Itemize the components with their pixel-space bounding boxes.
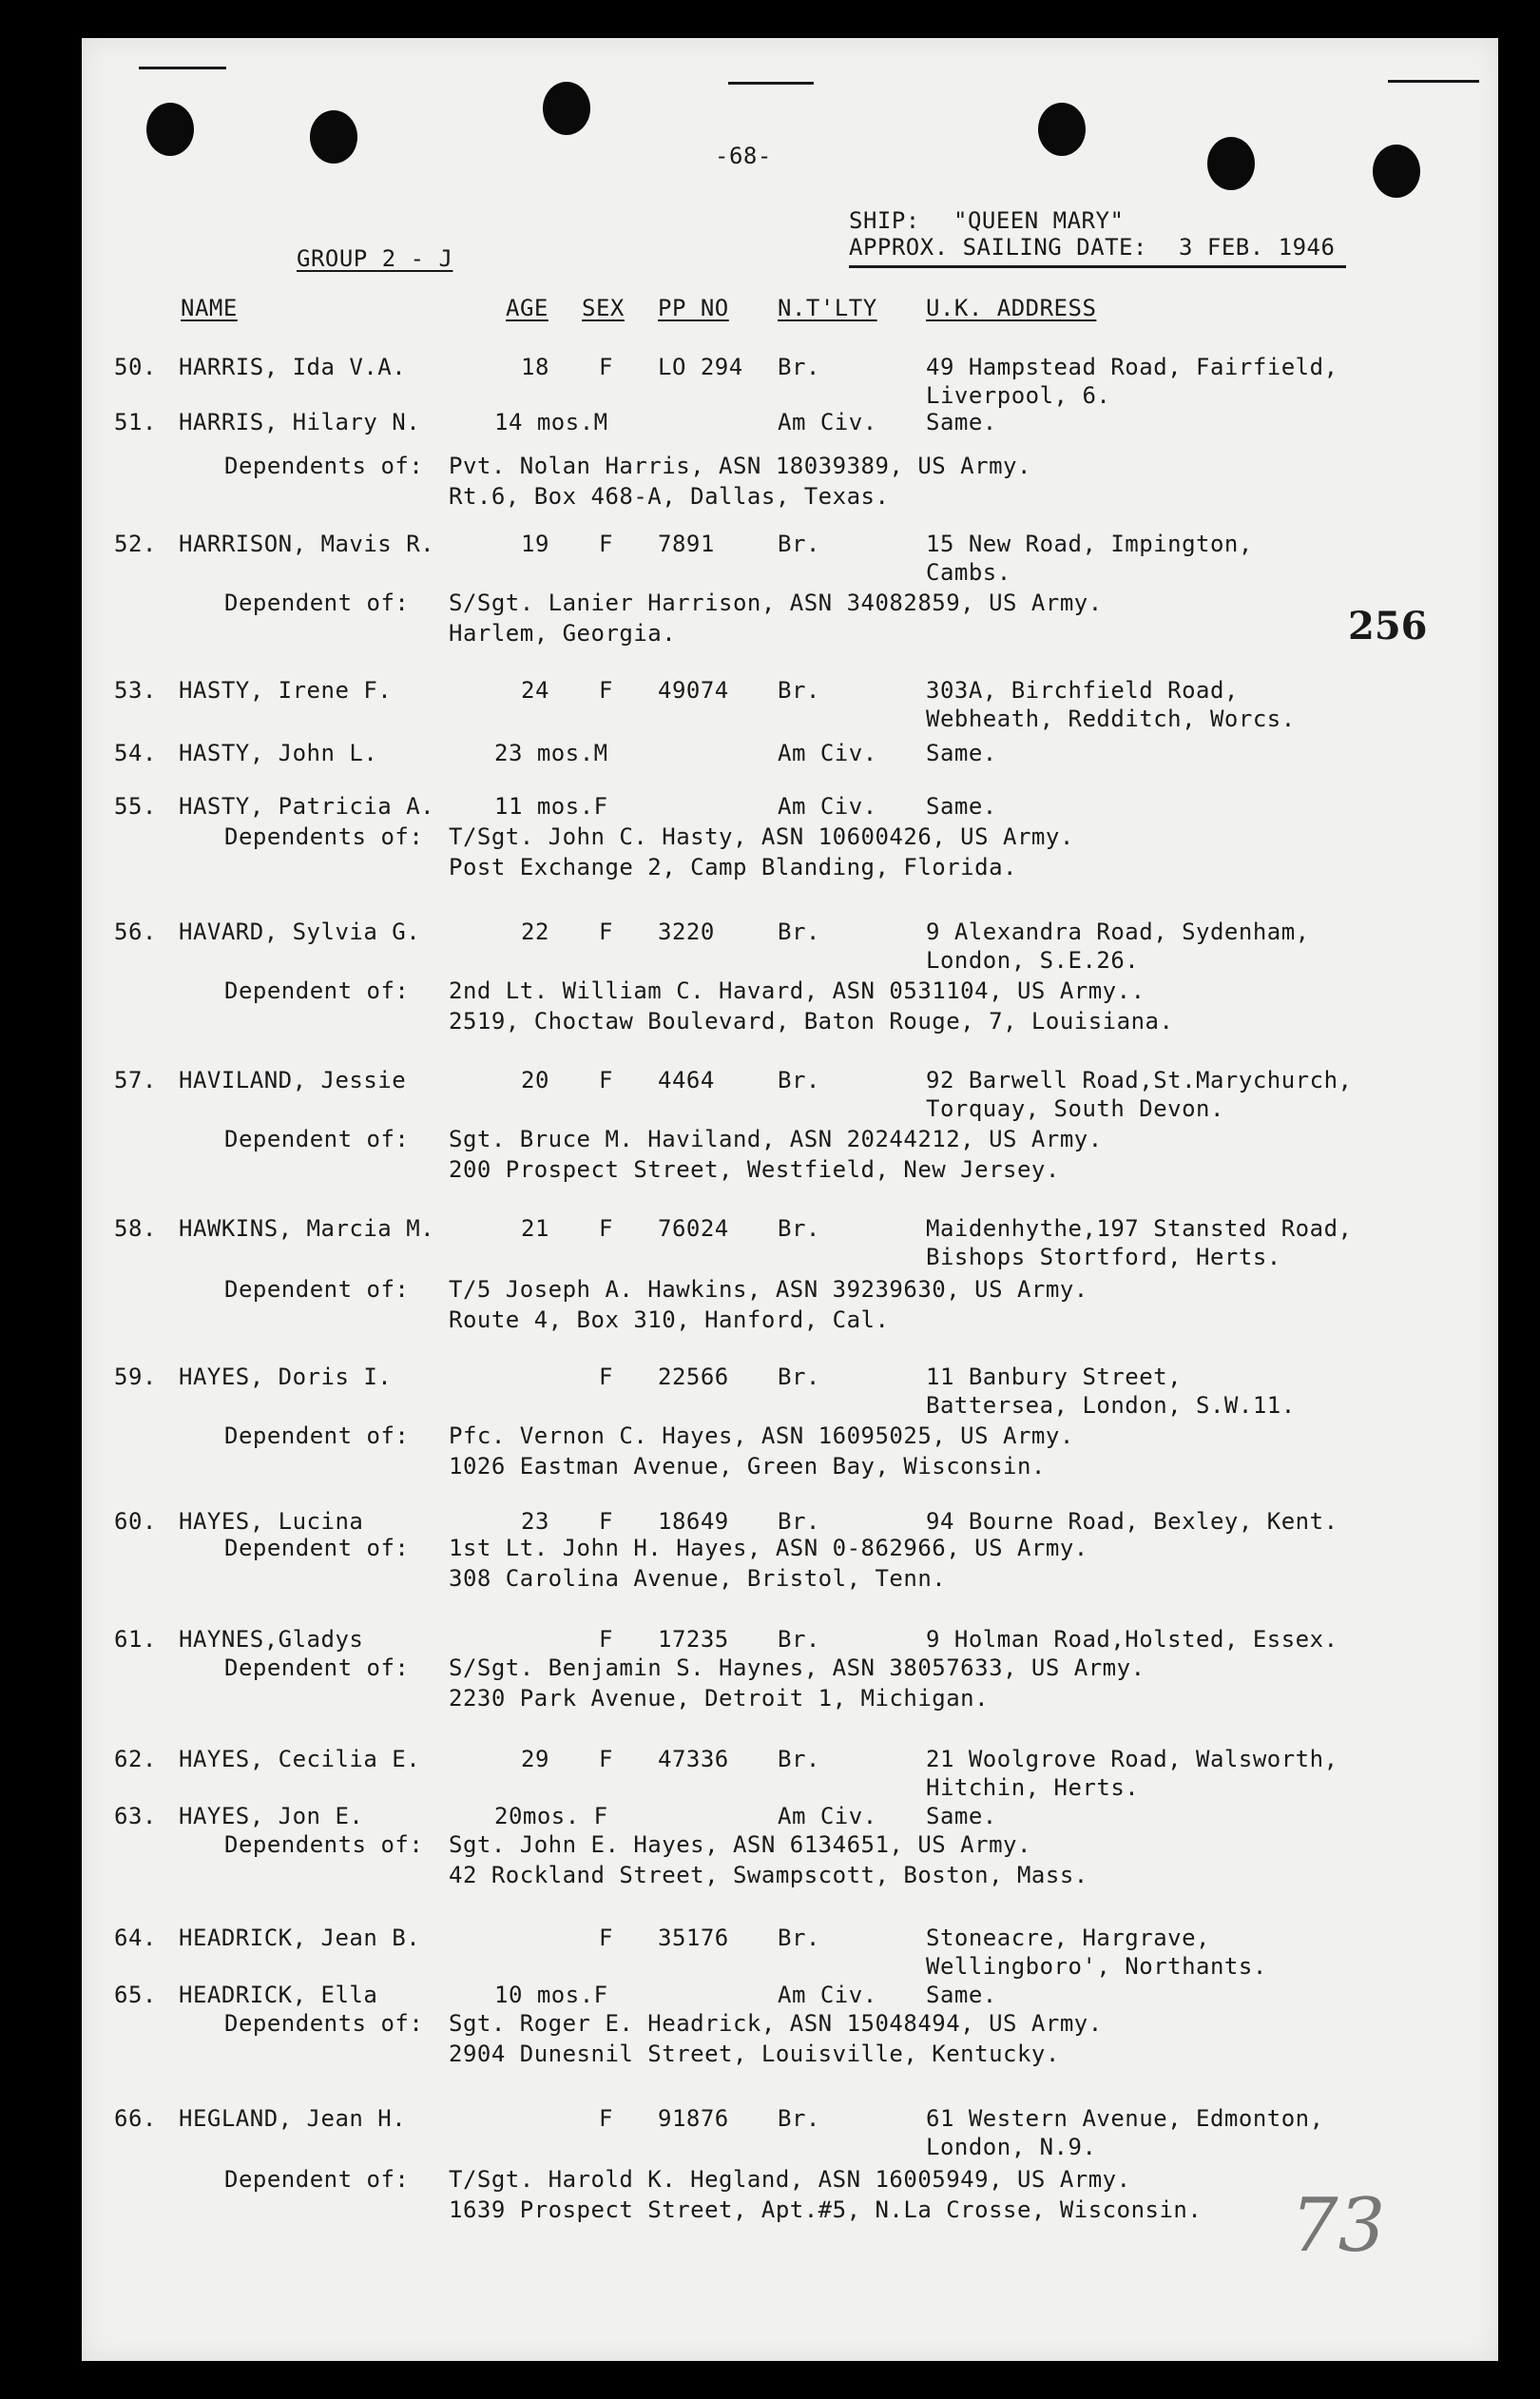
passenger-age: 19 [521, 531, 549, 557]
nationality: Br. [778, 1746, 820, 1772]
sponsor-address-line: Route 4, Box 310, Hanford, Cal. [449, 1306, 890, 1333]
dependent-label: Dependents of: [224, 453, 424, 479]
passenger-sex: F [599, 1626, 613, 1653]
col-name: NAME [181, 295, 238, 321]
nationality: Br. [778, 1215, 820, 1242]
col-uk-address: U.K. ADDRESS [926, 295, 1097, 321]
uk-address-line1: 9 Alexandra Road, Sydenham, [926, 919, 1310, 945]
sailing-date-label: APPROX. SAILING DATE: [849, 234, 1147, 261]
dependent-label: Dependents of: [224, 823, 424, 850]
uk-address-line2: Battersea, London, S.W.11. [926, 1392, 1296, 1419]
sponsor-address-line: 2519, Choctaw Boulevard, Baton Rouge, 7, Louisiana. [449, 1008, 1174, 1035]
passenger-name: HAWKINS, Marcia M. [179, 1215, 435, 1242]
dependent-label: Dependent of: [224, 1126, 410, 1152]
passport-number: 17235 [658, 1626, 729, 1653]
entry-number: 56. [114, 919, 157, 945]
uk-address-line1: Same. [926, 740, 997, 766]
passenger-name: HASTY, Irene F. [179, 677, 393, 704]
nationality: Br. [778, 1508, 820, 1535]
sponsor-line: T/Sgt. Harold K. Hegland, ASN 16005949, US Army. [449, 2166, 1131, 2193]
passenger-name: HAYES, Cecilia E. [179, 1746, 421, 1772]
uk-address-line2: Webheath, Redditch, Worcs. [926, 706, 1296, 732]
entry-number: 52. [114, 531, 157, 557]
passenger-name: HEADRICK, Jean B. [179, 1925, 421, 1951]
stamp-number: 256 [1348, 604, 1428, 648]
nationality: Am Civ. [778, 1982, 877, 2008]
col-sex: SEX [582, 295, 625, 321]
entry-number: 50. [114, 354, 157, 380]
passport-number: 91876 [658, 2105, 729, 2132]
sponsor-address-line: 1639 Prospect Street, Apt.#5, N.La Crosse, Wisconsin. [449, 2196, 1203, 2223]
punch-hole [1373, 145, 1420, 198]
passenger-sex: F [599, 1508, 613, 1535]
staple-mark [728, 82, 814, 85]
sponsor-line: Sgt. John E. Hayes, ASN 6134651, US Army. [449, 1831, 1031, 1858]
sponsor-address-line: 2904 Dunesnil Street, Louisville, Kentucky. [449, 2041, 1060, 2067]
uk-address-line1: Stoneacre, Hargrave, [926, 1925, 1210, 1951]
header-rule [849, 265, 1346, 268]
sponsor-line: T/Sgt. John C. Hasty, ASN 10600426, US Army. [449, 823, 1074, 850]
entry-number: 58. [114, 1215, 157, 1242]
passenger-age: 22 [521, 919, 549, 945]
punch-hole [146, 103, 194, 156]
sponsor-line: Pvt. Nolan Harris, ASN 18039389, US Army. [449, 453, 1031, 479]
uk-address-line1: 49 Hampstead Road, Fairfield, [926, 354, 1338, 380]
passport-number: 7891 [658, 531, 715, 557]
entry-number: 53. [114, 677, 157, 704]
uk-address-line1: Same. [926, 1982, 997, 2008]
entry-number: 54. [114, 740, 157, 766]
uk-address-line1: Maidenhythe,197 Stansted Road, [926, 1215, 1353, 1242]
passenger-name: HEGLAND, Jean H. [179, 2105, 407, 2132]
dependent-label: Dependent of: [224, 1535, 410, 1561]
sponsor-address-line: 42 Rockland Street, Swampscott, Boston, Mass. [449, 1862, 1088, 1888]
uk-address-line1: 11 Banbury Street, [926, 1364, 1183, 1390]
passenger-age: 23 [521, 1508, 549, 1535]
passport-number: 76024 [658, 1215, 729, 1242]
passport-number: 3220 [658, 919, 715, 945]
passenger-name: HAYES, Lucina [179, 1508, 364, 1535]
nationality: Am Civ. [778, 793, 877, 820]
sponsor-line: Sgt. Bruce M. Haviland, ASN 20244212, US Army. [449, 1126, 1103, 1152]
passenger-name: HAYES, Doris I. [179, 1364, 393, 1390]
passenger-sex: F [599, 1925, 613, 1951]
dependent-label: Dependents of: [224, 1831, 424, 1858]
uk-address-line1: 61 Western Avenue, Edmonton, [926, 2105, 1324, 2132]
uk-address-line1: 9 Holman Road,Holsted, Essex. [926, 1626, 1338, 1653]
nationality: Br. [778, 354, 820, 380]
nationality: Am Civ. [778, 1803, 877, 1829]
nationality: Br. [778, 677, 820, 704]
entry-number: 51. [114, 409, 157, 435]
nationality: Br. [778, 1067, 820, 1093]
nationality: Br. [778, 1626, 820, 1653]
passenger-age: 14 mos.M [494, 409, 608, 435]
passenger-name: HARRISON, Mavis R. [179, 531, 435, 557]
passenger-sex: F [599, 1215, 613, 1242]
entry-number: 57. [114, 1067, 157, 1093]
passenger-age: 20mos. F [494, 1803, 608, 1829]
nationality: Br. [778, 919, 820, 945]
page-number: -68- [715, 143, 772, 169]
nationality: Br. [778, 1925, 820, 1951]
col-age: AGE [506, 295, 549, 321]
passenger-age: 11 mos.F [494, 793, 608, 820]
uk-address-line2: Wellingboro', Northants. [926, 1953, 1267, 1980]
passenger-name: HARRIS, Ida V.A. [179, 354, 407, 380]
passenger-sex: F [599, 2105, 613, 2132]
passenger-name: HAYES, Jon E. [179, 1803, 364, 1829]
dependent-label: Dependent of: [224, 1276, 410, 1303]
sponsor-address-line: 200 Prospect Street, Westfield, New Jersey. [449, 1156, 1060, 1183]
nationality: Br. [778, 531, 820, 557]
passport-number: LO 294 [658, 354, 743, 380]
sponsor-address-line: Post Exchange 2, Camp Blanding, Florida. [449, 854, 1017, 880]
passenger-age: 24 [521, 677, 549, 704]
passport-number: 35176 [658, 1925, 729, 1951]
dependent-label: Dependent of: [224, 590, 410, 616]
punch-hole [1038, 103, 1086, 156]
sponsor-address-line: Harlem, Georgia. [449, 620, 677, 647]
uk-address-line2: London, N.9. [926, 2134, 1097, 2160]
sponsor-address-line: 1026 Eastman Avenue, Green Bay, Wisconsin. [449, 1453, 1046, 1480]
passport-number: 49074 [658, 677, 729, 704]
passenger-name: HAVARD, Sylvia G. [179, 919, 421, 945]
sponsor-address-line: Rt.6, Box 468-A, Dallas, Texas. [449, 483, 890, 510]
sponsor-line: Pfc. Vernon C. Hayes, ASN 16095025, US Army. [449, 1422, 1074, 1449]
passport-number: 18649 [658, 1508, 729, 1535]
passenger-sex: F [599, 677, 613, 704]
ship-name: "QUEEN MARY" [953, 207, 1125, 234]
sailing-date: 3 FEB. 1946 [1179, 234, 1336, 261]
uk-address-line2: Hitchin, Herts. [926, 1774, 1140, 1801]
uk-address-line1: 15 New Road, Impington, [926, 531, 1253, 557]
passenger-sex: F [599, 919, 613, 945]
entry-number: 66. [114, 2105, 157, 2132]
passenger-sex: F [599, 354, 613, 380]
uk-address-line1: Same. [926, 1803, 997, 1829]
sponsor-line: 1st Lt. John H. Hayes, ASN 0-862966, US Army. [449, 1535, 1088, 1561]
col-nationality: N.T'LTY [778, 295, 877, 321]
uk-address-line1: 21 Woolgrove Road, Walsworth, [926, 1746, 1338, 1772]
entry-number: 63. [114, 1803, 157, 1829]
group-label: GROUP 2 - J [297, 245, 453, 272]
col-pp-no: PP NO [658, 295, 729, 321]
sponsor-line: Sgt. Roger E. Headrick, ASN 15048494, US Army. [449, 2010, 1103, 2037]
handwritten-number: 73 [1291, 2183, 1386, 2269]
passenger-name: HEADRICK, Ella [179, 1982, 378, 2008]
passenger-age: 20 [521, 1067, 549, 1093]
passenger-name: HASTY, Patricia A. [179, 793, 435, 820]
dependent-label: Dependents of: [224, 2010, 424, 2037]
uk-address-line1: 92 Barwell Road,St.Marychurch, [926, 1067, 1353, 1093]
passenger-sex: F [599, 531, 613, 557]
passenger-name: HARRIS, Hilary N. [179, 409, 421, 435]
passenger-name: HASTY, John L. [179, 740, 378, 766]
dependent-label: Dependent of: [224, 2166, 410, 2193]
passport-number: 4464 [658, 1067, 715, 1093]
punch-hole [543, 82, 590, 135]
passenger-age: 21 [521, 1215, 549, 1242]
uk-address-line1: 303A, Birchfield Road, [926, 677, 1239, 704]
entry-number: 64. [114, 1925, 157, 1951]
sponsor-line: S/Sgt. Benjamin S. Haynes, ASN 38057633, US Army. [449, 1654, 1145, 1681]
dependent-label: Dependent of: [224, 977, 410, 1004]
passport-number: 47336 [658, 1746, 729, 1772]
nationality: Br. [778, 1364, 820, 1390]
uk-address-line1: Same. [926, 409, 997, 435]
staple-mark [139, 67, 226, 69]
uk-address-line2: Cambs. [926, 559, 1011, 586]
passenger-name: HAVILAND, Jessie [179, 1067, 407, 1093]
uk-address-line1: Same. [926, 793, 997, 820]
uk-address-line2: Liverpool, 6. [926, 382, 1111, 409]
staple-mark [1388, 80, 1479, 83]
passenger-name: HAYNES,Gladys [179, 1626, 364, 1653]
dependent-label: Dependent of: [224, 1654, 410, 1681]
uk-address-line1: 94 Bourne Road, Bexley, Kent. [926, 1508, 1338, 1535]
passenger-age: 10 mos.F [494, 1982, 608, 2008]
passenger-age: 23 mos.M [494, 740, 608, 766]
ship-label: SHIP: [849, 207, 920, 234]
nationality: Am Civ. [778, 740, 877, 766]
dependent-label: Dependent of: [224, 1422, 410, 1449]
uk-address-line2: Bishops Stortford, Herts. [926, 1244, 1281, 1270]
sponsor-line: T/5 Joseph A. Hawkins, ASN 39239630, US Army. [449, 1276, 1088, 1303]
passenger-sex: F [599, 1067, 613, 1093]
passenger-age: 18 [521, 354, 549, 380]
sponsor-line: 2nd Lt. William C. Havard, ASN 0531104, US Army.. [449, 977, 1145, 1004]
punch-hole [1207, 137, 1255, 190]
entry-number: 65. [114, 1982, 157, 2008]
passenger-sex: F [599, 1746, 613, 1772]
nationality: Br. [778, 2105, 820, 2132]
passenger-age: 29 [521, 1746, 549, 1772]
passport-number: 22566 [658, 1364, 729, 1390]
sponsor-address-line: 308 Carolina Avenue, Bristol, Tenn. [449, 1565, 947, 1592]
nationality: Am Civ. [778, 409, 877, 435]
entry-number: 61. [114, 1626, 157, 1653]
sponsor-address-line: 2230 Park Avenue, Detroit 1, Michigan. [449, 1685, 990, 1712]
punch-hole [310, 110, 357, 164]
entry-number: 55. [114, 793, 157, 820]
entry-number: 62. [114, 1746, 157, 1772]
entry-number: 59. [114, 1364, 157, 1390]
passenger-sex: F [599, 1364, 613, 1390]
uk-address-line2: London, S.E.26. [926, 947, 1140, 974]
uk-address-line2: Torquay, South Devon. [926, 1095, 1224, 1122]
entry-number: 60. [114, 1508, 157, 1535]
sponsor-line: S/Sgt. Lanier Harrison, ASN 34082859, US Army. [449, 590, 1103, 616]
